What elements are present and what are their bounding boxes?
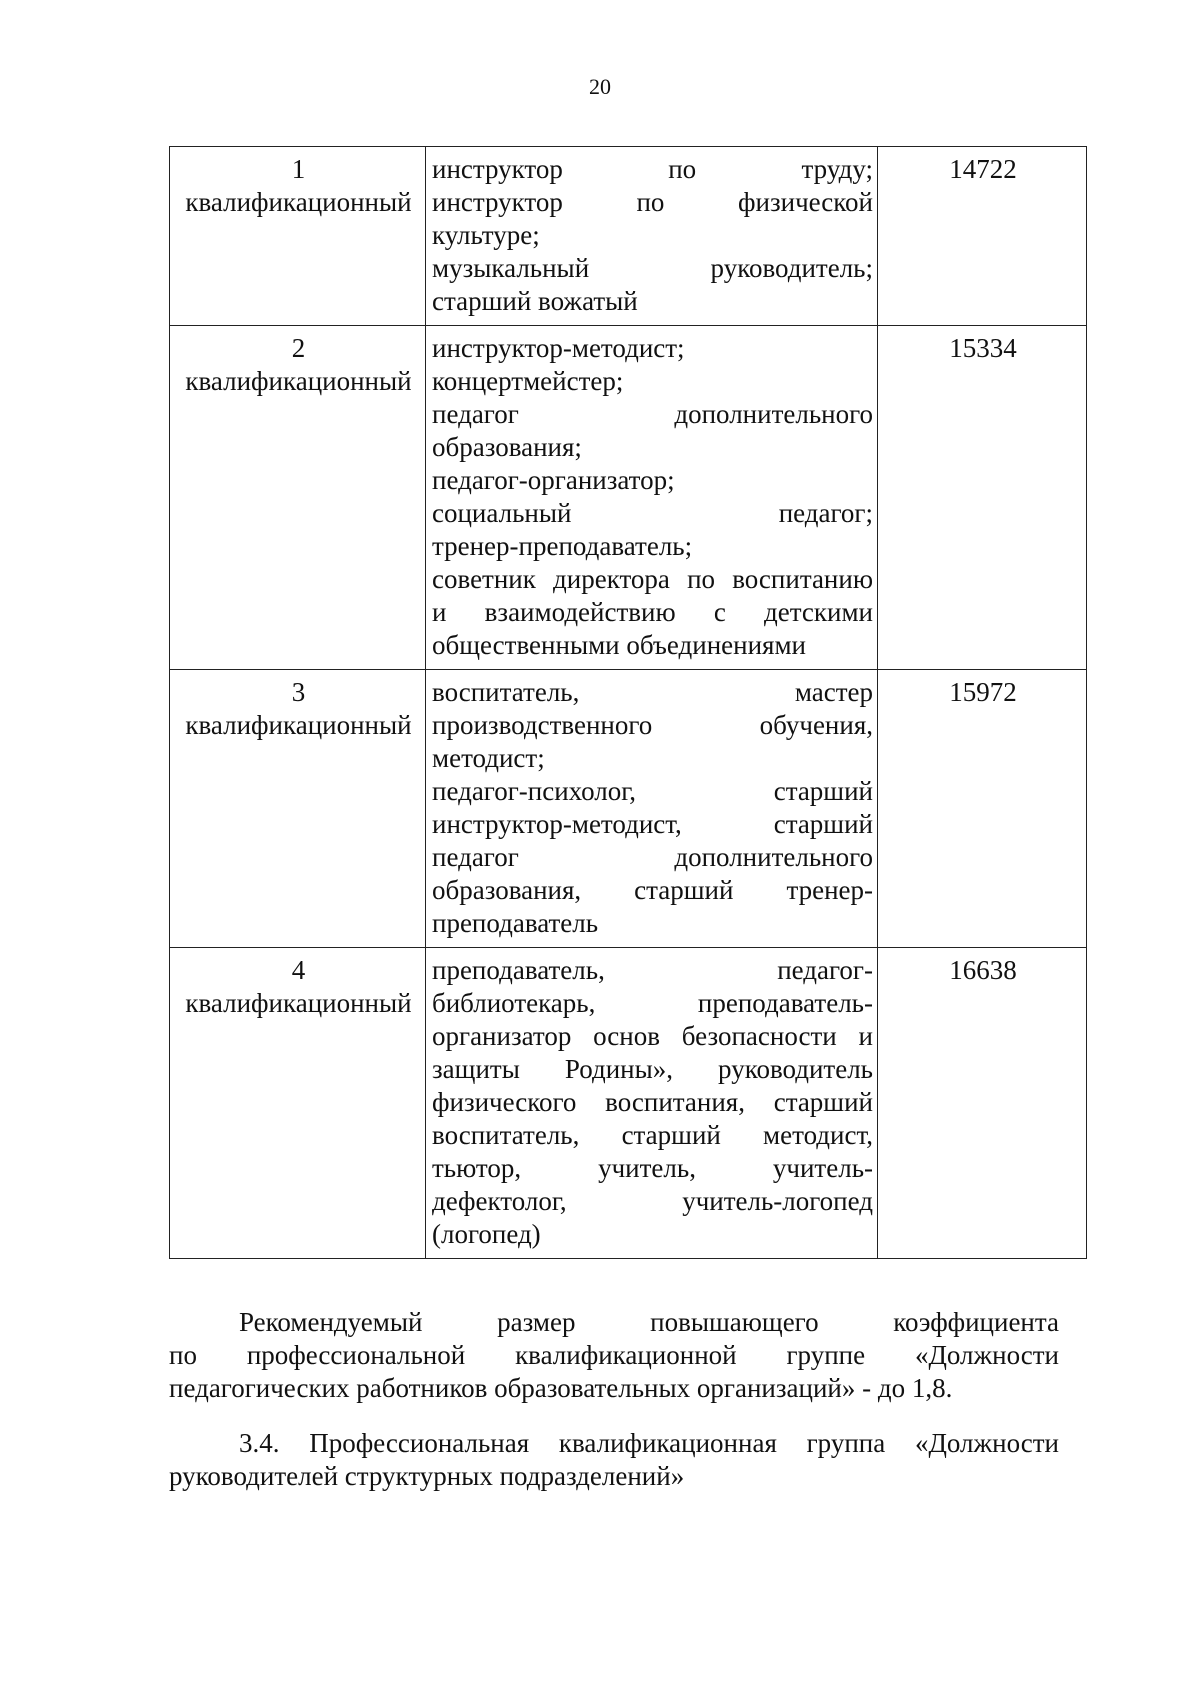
positions-cell [426,670,878,948]
position-line: (логопед) [432,1219,541,1249]
position-line: дефектолог, учитель-логопед [432,1186,873,1216]
page-number: 20 [589,74,611,99]
position-line: педагог-психолог, старший [432,776,873,806]
paragraph-line: педагогических работников образовательных организаций» - до 1,8. [169,1373,953,1403]
salary-amount-cell [878,670,1087,948]
position-line: инструктор-методист, старший [432,809,873,839]
position-line: педагог дополнительного [432,842,873,872]
level-number: 4 [291,955,306,985]
level-number: 2 [291,333,306,363]
position-line: образования; [432,432,582,462]
table-row [170,670,1087,948]
position-line: инструктор по труду; [432,154,873,184]
level-number: 1 [291,154,306,184]
salary-amount-cell [878,147,1087,326]
salary-amount: 16638 [949,955,1017,985]
position-line: образования, старший тренер- [432,875,873,905]
position-line: педагог-организатор; [432,465,675,495]
paragraph-line: по профессиональной квалификационной группе «Должности [169,1340,1059,1370]
paragraph-line: руководителей структурных подразделений» [169,1461,685,1491]
position-line: библиотекарь, преподаватель- [432,988,873,1018]
salary-amount: 15334 [949,333,1017,363]
position-line: инструктор по физической [432,187,873,217]
level-word: квалификационный [185,187,412,217]
position-line: защиты Родины», руководитель [432,1054,873,1084]
positions-cell [426,948,878,1259]
qualification-level-cell [170,948,426,1259]
salary-amount-cell [878,948,1087,1259]
position-line: преподаватель [432,908,599,938]
position-line: физического воспитания, старший [432,1087,873,1117]
coefficient-paragraph [169,1306,1059,1405]
position-line: советник директора по воспитанию [432,564,873,594]
qualification-level-cell [170,326,426,670]
position-line: старший вожатый [432,286,638,316]
position-line: инструктор-методист; [432,333,685,363]
position-line: преподаватель, педагог- [432,955,873,985]
position-line: концертмейстер; [432,366,624,396]
position-line: общественными объединениями [432,630,806,660]
positions-cell [426,147,878,326]
position-line: социальный педагог; [432,498,873,528]
positions-cell [426,326,878,670]
table-row [170,147,1087,326]
position-line: воспитатель, старший методист, [432,1120,873,1150]
paragraph-line: 3.4. Профессиональная квалификационная группа «Должности [239,1428,1059,1458]
paragraph-line: Рекомендуемый размер повышающего коэффициента [239,1307,1059,1337]
position-line: тренер-преподаватель; [432,531,693,561]
position-line: тьютор, учитель, учитель- [432,1153,873,1183]
position-line: воспитатель, мастер [432,677,873,707]
qualification-level-cell [170,670,426,948]
position-line: организатор основ безопасности и [432,1021,873,1051]
salary-amount: 15972 [949,677,1017,707]
position-line: и взаимодействию с детскими [432,597,873,627]
table-row [170,326,1087,670]
table-row [170,948,1087,1259]
salary-amount: 14722 [949,154,1017,184]
level-word: квалификационный [185,710,412,740]
position-line: производственного обучения, [432,710,873,740]
salary-table [169,146,1087,1259]
qualification-level-cell [170,147,426,326]
position-line: культуре; [432,220,540,250]
level-word: квалификационный [185,988,412,1018]
position-line: педагог дополнительного [432,399,873,429]
level-word: квалификационный [185,366,412,396]
section-heading-paragraph [169,1427,1059,1493]
position-line: музыкальный руководитель; [432,253,873,283]
level-number: 3 [291,677,306,707]
position-line: методист; [432,743,545,773]
salary-amount-cell [878,326,1087,670]
